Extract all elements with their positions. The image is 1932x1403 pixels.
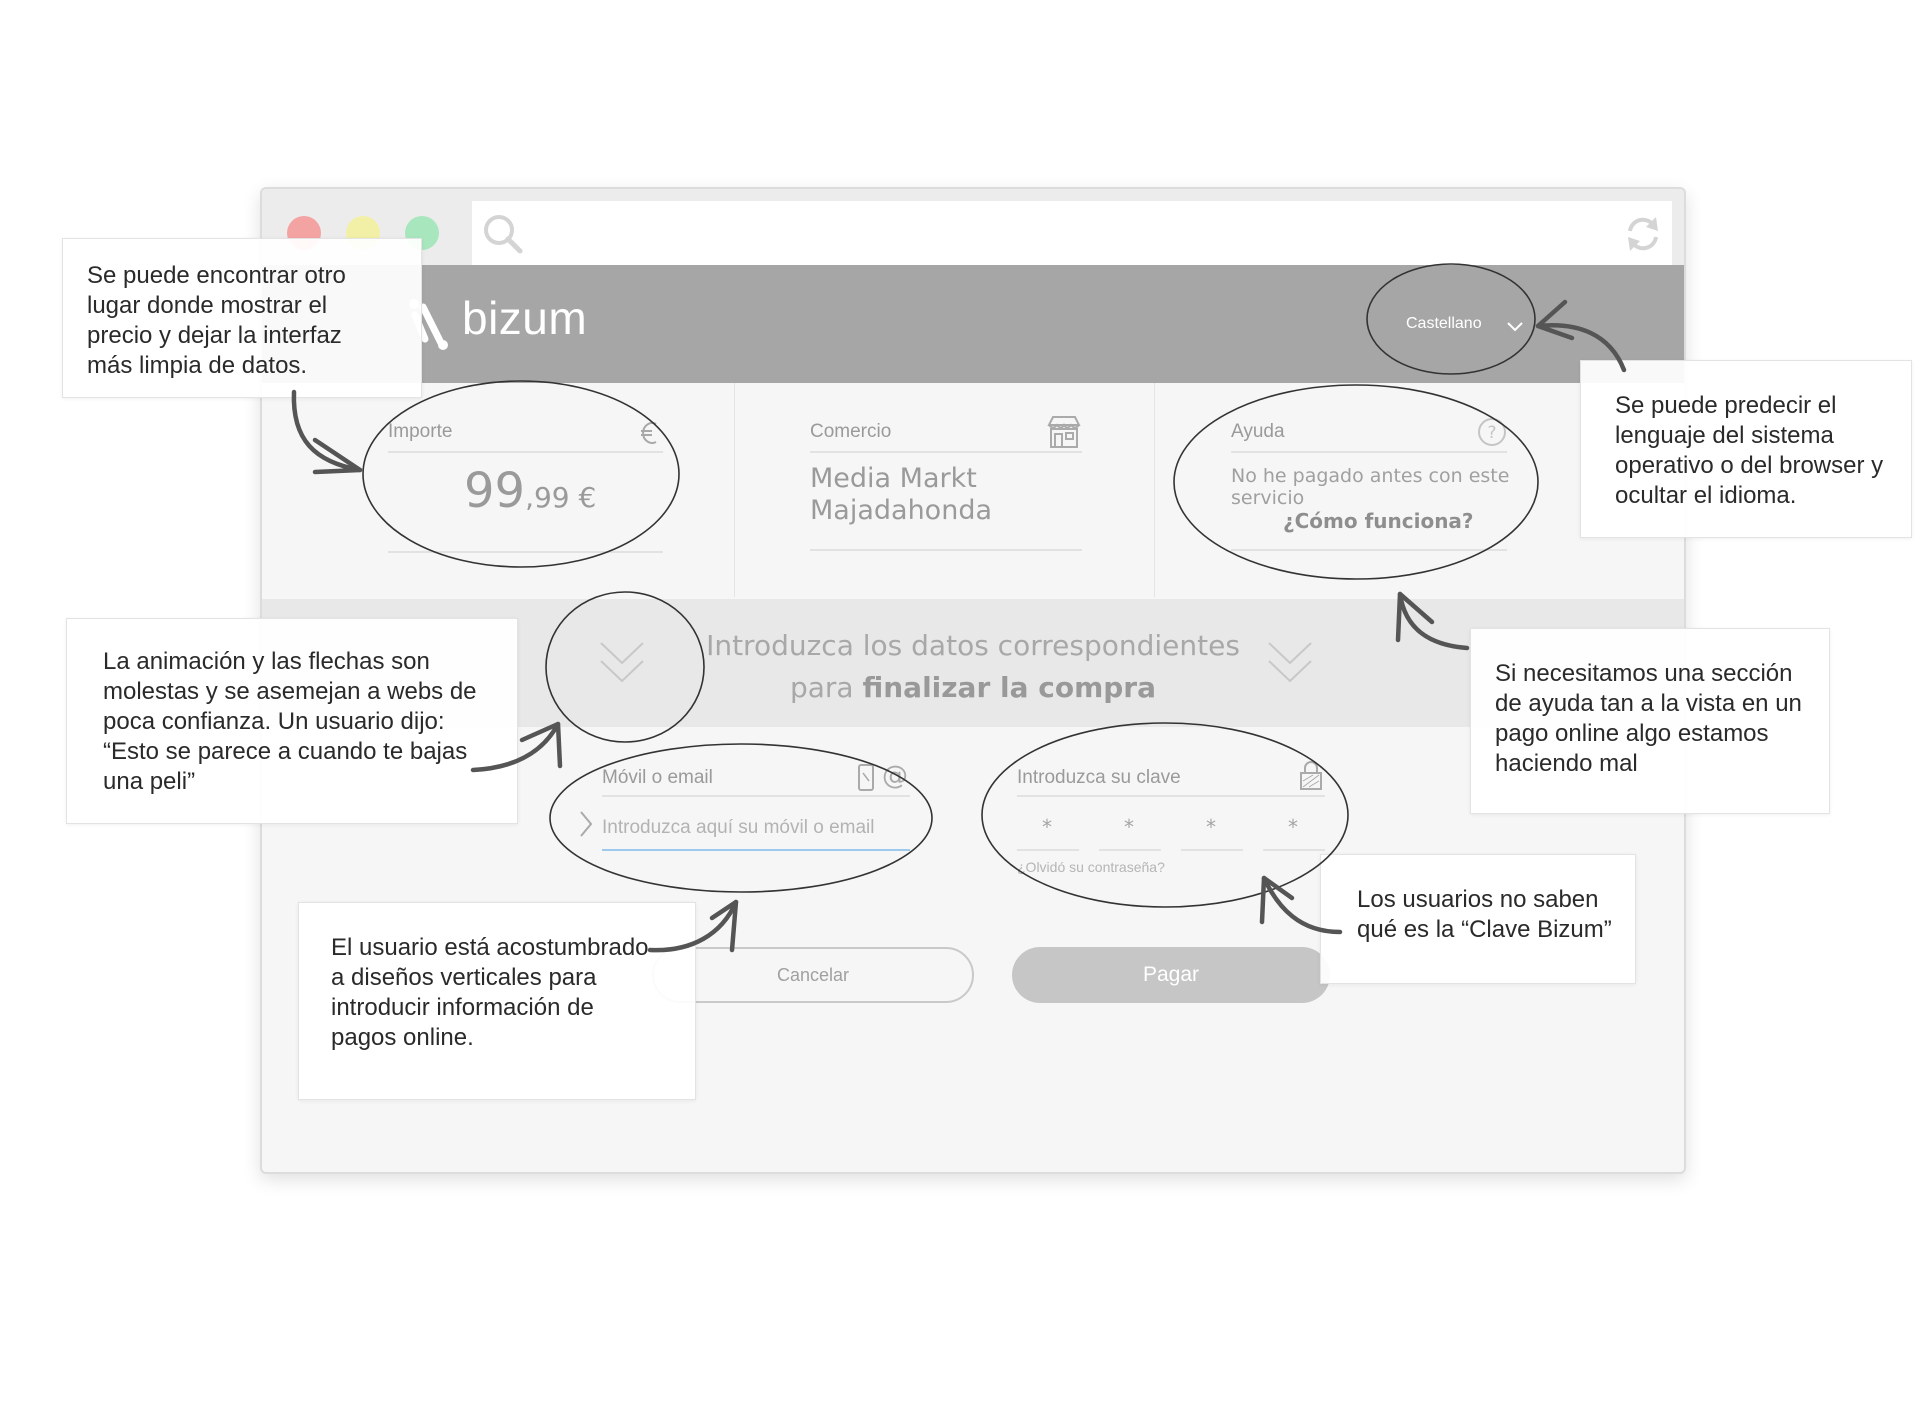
note-line: lugar donde mostrar el [87, 292, 328, 319]
store-icon [1046, 415, 1082, 449]
note-line: precio y dejar la interfaz [87, 322, 342, 349]
divider [602, 795, 910, 797]
phone-email-input[interactable] [602, 809, 910, 851]
merchant-name-line1: Media Markt [810, 463, 977, 494]
mobile-phone-icon [856, 763, 876, 793]
note-line: “Esto se parece a cuando te bajas [103, 738, 468, 765]
note-line: pagos online. [331, 1024, 474, 1051]
note-help [1470, 628, 1830, 814]
note-line: Los usuarios no saben [1357, 886, 1599, 913]
merchant-name-line2: Majadahonda [810, 495, 992, 526]
lock-icon [1299, 759, 1323, 791]
euro-icon [638, 419, 662, 447]
note-line: operativo o del browser y [1615, 452, 1884, 479]
pin-mask: * [1124, 815, 1134, 839]
phone-email-placeholder: Introduzca aquí su móvil o email [602, 817, 875, 838]
note-line: más limpia de datos. [87, 352, 308, 379]
at-sign-icon: @ [882, 761, 908, 791]
pin-digit-3[interactable] [1181, 811, 1243, 851]
help-text-line1: No he pagado antes con este [1231, 465, 1510, 487]
note-line: de ayuda tan a la vista en un [1495, 690, 1802, 717]
brand-name: bizum [462, 292, 588, 344]
note-line: pago online algo estamos [1495, 720, 1769, 747]
pin-digit-4[interactable] [1263, 811, 1325, 851]
question-icon[interactable] [1477, 417, 1507, 447]
note-line: haciendo mal [1495, 750, 1638, 777]
divider [388, 551, 663, 553]
chevron-down-icon [1506, 321, 1524, 333]
help-text-line2: servicio [1231, 487, 1305, 509]
note-line: a diseños verticales para [331, 964, 597, 991]
address-bar[interactable] [472, 201, 1672, 265]
forgot-password-link[interactable]: ¿Olvidó su contraseña? [1017, 859, 1165, 875]
merchant-label: Comercio [810, 421, 892, 442]
divider [810, 451, 1082, 453]
note-line: una peli” [103, 768, 196, 795]
note-animation [66, 618, 518, 824]
amount-integer: 99 [464, 463, 526, 519]
language-selector[interactable] [1382, 303, 1532, 343]
note-line: poca confianza. Un usuario dijo: [103, 708, 445, 735]
pin-mask: * [1042, 815, 1052, 839]
phone-email-field [602, 761, 912, 877]
note-line: introducir información de [331, 994, 594, 1021]
help-label: Ayuda [1231, 421, 1285, 442]
note-clave [1320, 854, 1636, 984]
password-label: Introduzca su clave [1017, 767, 1181, 788]
svg-text:?: ? [1487, 423, 1497, 443]
phone-email-label: Móvil o email [602, 767, 713, 788]
app-header [262, 265, 1684, 383]
password-field [1017, 767, 1327, 877]
divider [388, 451, 663, 453]
note-line: El usuario está acostumbrado [331, 934, 649, 961]
note-price [62, 238, 422, 398]
note-language [1580, 360, 1912, 538]
divider [810, 549, 1082, 551]
pin-digit-1[interactable] [1017, 811, 1079, 851]
banner-prefix: para [789, 671, 854, 704]
note-line: molestas y se asemejan a webs de [103, 678, 477, 705]
chevron-right-icon [578, 809, 594, 839]
note-line: ocultar el idioma. [1615, 482, 1797, 509]
amount-value [464, 463, 596, 519]
amount-decimals: ,99 € [525, 481, 597, 514]
banner-bold: finalizar la compra [862, 671, 1157, 704]
note-line: qué es la “Clave Bizum” [1357, 916, 1612, 943]
note-line: Se puede encontrar otro [87, 262, 346, 289]
note-vertical [298, 902, 696, 1100]
divider [1017, 795, 1325, 797]
pay-button[interactable]: Pagar [1012, 947, 1330, 1003]
divider [1231, 549, 1507, 551]
pin-digit-2[interactable] [1099, 811, 1161, 851]
chevrons-down-icon [1266, 639, 1314, 695]
search-icon [482, 213, 524, 255]
how-it-works-link[interactable]: ¿Cómo funciona? [1283, 509, 1474, 533]
language-label: Castellano [1406, 315, 1482, 332]
note-line: La animación y las flechas son [103, 648, 430, 675]
note-line: Se puede predecir el [1615, 392, 1837, 419]
pin-mask: * [1288, 815, 1298, 839]
column-divider [1154, 383, 1155, 597]
cancel-button[interactable]: Cancelar [652, 947, 974, 1003]
banner-line1: Introduzca los datos correspondientes [706, 629, 1240, 662]
column-divider [734, 383, 735, 597]
divider [1231, 451, 1507, 453]
reload-icon[interactable] [1622, 213, 1664, 255]
amount-label: Importe [388, 421, 453, 442]
browser-chrome [262, 189, 1684, 265]
note-line: lenguaje del sistema [1615, 422, 1834, 449]
note-line: Si necesitamos una sección [1495, 660, 1793, 687]
pin-mask: * [1206, 815, 1216, 839]
